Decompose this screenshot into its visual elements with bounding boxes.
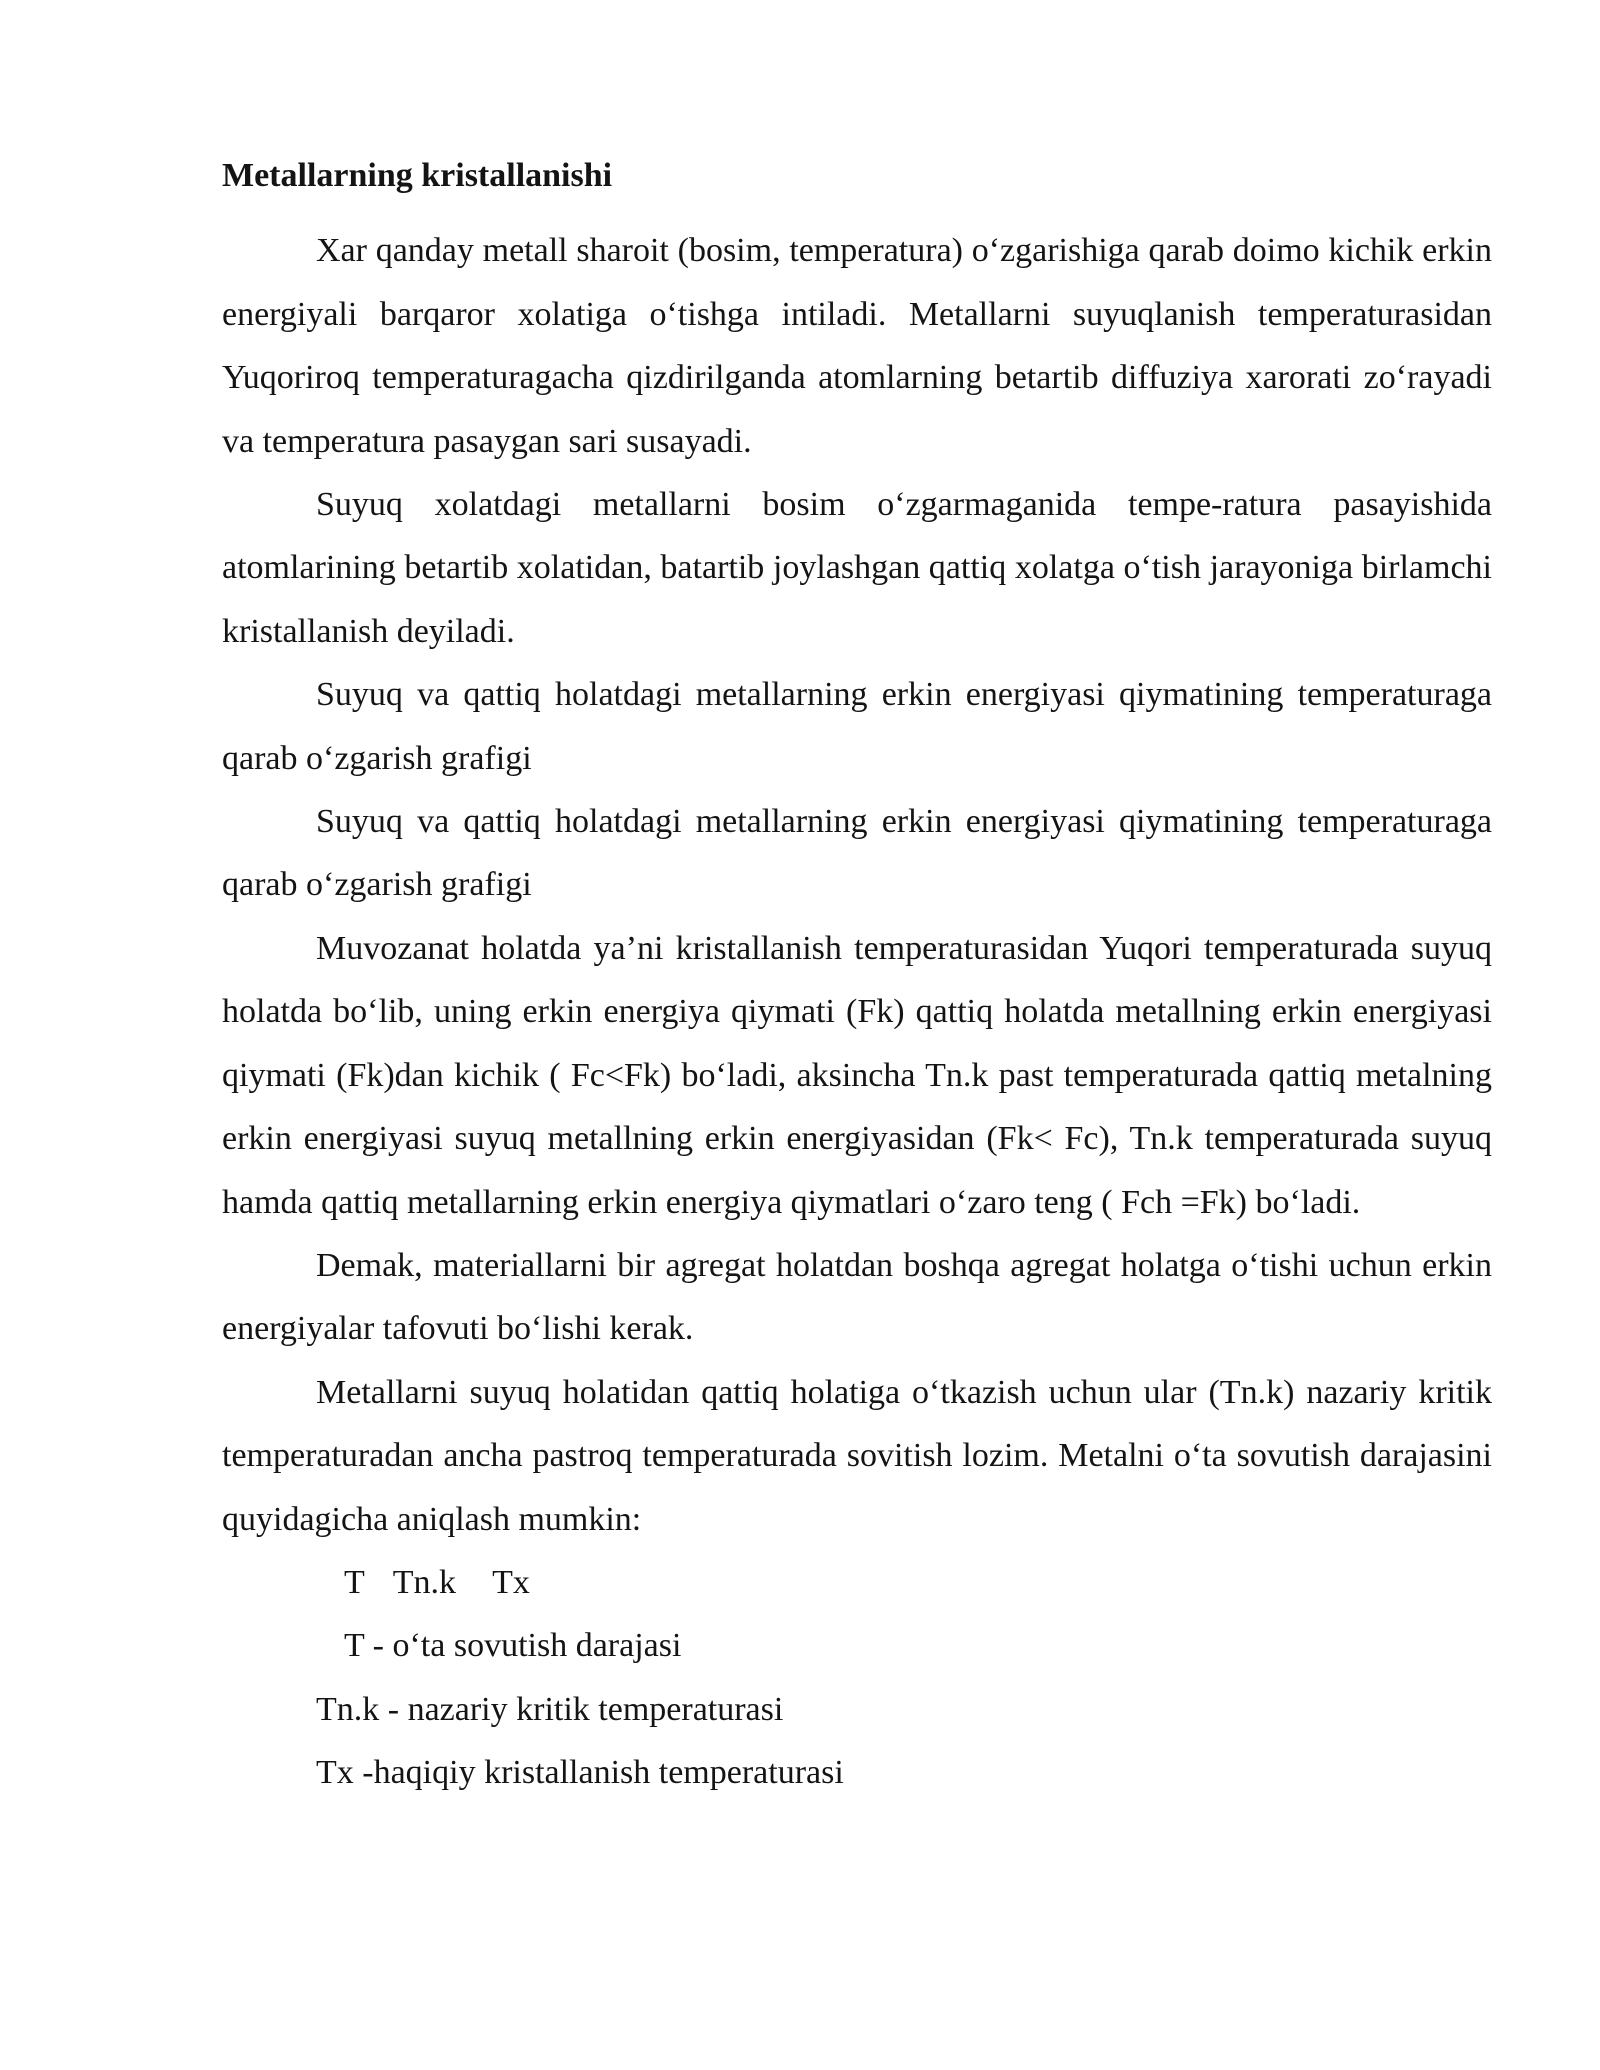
supercooling-formula [222,1551,1492,1614]
paragraph-primary-crystallization: Suyuq xolatdagi metallarni bosim o‘zgarmaganida tempe-ratura pasayishida atomlarining betartib xolatidan, batartib joylashgan qattiq xolatga o‘tish jarayoniga birlamchi kristallanish deyiladi. [222,486,1492,650]
document-title: Metallarning kristallanishi [222,157,613,194]
definition-t: T - o‘ta sovutish darajasi [344,1627,682,1665]
definition-tx: Tx -haqiqiy kristallanish temperaturasi [316,1754,844,1792]
paragraph-intro: Xar qanday metall sharoit (bosim, temperatura) o‘zgarishiga qarab doimo kichik erkin energiyali barqaror xolatiga o‘tishga intiladi. Metallarni suyuqlanish temperaturasidan Yuqoriroq temperaturagacha qizdirilganda atomlarning betartib diffuziya xarorati zo‘rayadi va temperatura pasaygan sari susayadi. [222,232,1492,460]
paragraph-supercooling: Metallarni suyuq holatidan qattiq holatiga o‘tkazish uchun ular (Tn.k) nazariy kritik temperaturadan ancha pastroq temperaturada sovitish lozim. Metalni o‘ta sovutish darajasini quyidagicha aniqlash mumkin: [222,1373,1492,1538]
paragraph-equilibrium: Muvozanat holatda ya’ni kristallanish temperaturasidan Yuqori temperaturada suyuq holatda bo‘lib, uning erkin energiya qiymati (Fk) qattiq holatda metallning erkin energiyasi qiymati (Fk)dan kichik ( Fc<Fk) bo‘ladi, aksincha Tn.k past temperaturada qattiq metalning erkin energiyasi suyuq metallning erkin energiyasidan (Fk< Fc), Tn.k temperaturada suyuq hamda qattiq metallarning erkin energiya qiymatlari o‘zaro teng ( Fch =Fk) bo‘ladi. [222,929,1492,1221]
document-page [222,144,1492,1805]
formula-term-tx: Tx [492,1563,530,1601]
definition-tnk: Tn.k - nazariy kritik temperaturasi [316,1690,784,1728]
paragraph-conclusion: Demak, materiallarni bir agregat holatdan boshqa agregat holatga o‘tishi uchun erkin energiyalar tafovuti bo‘lishi kerak. [222,1246,1492,1348]
formula-term-tnk: Tn.k [392,1563,457,1601]
paragraph-graph-caption-2: Suyuq va qattiq holatdagi metallarning erkin energiyasi qiymatining temperaturaga qarab o‘zgarish grafigi [222,803,1492,904]
paragraph-graph-caption-1: Suyuq va qattiq holatdagi metallarning erkin energiyasi qiymatining temperaturaga qarab o‘zgarish grafigi [222,676,1492,777]
formula-lhs: T [344,1563,365,1601]
